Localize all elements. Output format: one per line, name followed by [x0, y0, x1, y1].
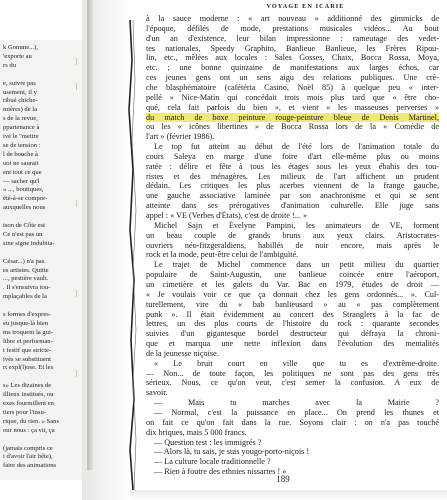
text-line: pellé » Nice-Matin qui concédait trois mois plus tard que « être cho- — [146, 92, 439, 102]
left-text-line: sine signe indubita- — [3, 239, 55, 247]
text-line: lin, etc., mêlées aux locales : Sales Gosses, Chaix, Bocca Rossa, Moya, — [146, 53, 439, 63]
text-line: ces jeunes gens ont un sens aigu des relations publiques. Une crè- — [146, 73, 439, 83]
left-text-line: mières) de la — [3, 106, 38, 114]
left-text-line: — sacher qu'l — [3, 177, 40, 185]
left-text-line: été-à-se compor- — [3, 195, 48, 203]
text-line: — Non... de toute façon, les politiques ne sont pas des gens très — [146, 368, 439, 378]
text-line: — Mais tu marches avec la Mairie ? — [154, 398, 439, 408]
text-line: — Alors là, tu sais, je suis yougo-porto-niçois ! — [154, 447, 310, 457]
main-page — [138, 0, 447, 500]
text-line: de la jeunesse niçoise. — [146, 348, 219, 358]
left-text-line: tiers pour l'insu- — [3, 408, 46, 416]
text-line — [146, 113, 439, 123]
left-text-line: Ce n'est pas un — [3, 230, 43, 238]
left-text-line — [3, 373, 79, 381]
left-text-line: ison de Côte est — [3, 222, 45, 229]
text-line: tes nationales, Speedy Graphito, Banlieue Banlieue, les Frères Ripou- — [146, 43, 439, 53]
margin-mark — [76, 200, 77, 207]
left-text-line: s» Les dizaines de — [3, 382, 52, 390]
left-text-line — [3, 436, 79, 444]
text-line: à la sauce moderne : « art nouveau » additionné des gimmicks de — [146, 14, 439, 23]
text-line: un beau couple de grands bruns aux yeux clairs. Aristocrates- — [146, 230, 439, 240]
text-line: on fait ce qu'on fait dans la rue. Soyons clair : on n'a pas touché — [146, 417, 439, 427]
text-line: dix briques, mais 5 000 francs. — [146, 427, 247, 437]
text-line: « Je voulais voir ce que ça donnait chez les gens ordonnés... ». Cul- — [146, 289, 439, 299]
left-text-line: ivé le "mettre — [3, 133, 39, 140]
left-text-line: illieux institués, ou — [3, 391, 54, 399]
left-text-line: exes fourmillent en — [3, 400, 54, 407]
left-text-line: uoi ne saurait — [3, 159, 39, 167]
text-line: d'un an d'existence, leur bilan impressionne : rameutage des vedet- — [146, 33, 439, 43]
text-line: l'époque, défilés de mode, prestations musicales vidéos... Au bout — [146, 23, 439, 33]
left-text-line: . Il s'ensuivra tou- — [3, 284, 51, 292]
text-line: punk ». Il était évidemment au concert des Stranglers à la fac de — [146, 309, 439, 319]
margin-mark — [76, 290, 77, 297]
text-line: appel : « VE (Verbes d'États), c'est de droite !... » — [146, 211, 308, 220]
left-text-line — [3, 249, 79, 257]
text-line: turellement, vire du « bab banlieusard » au « pas complètement — [146, 299, 439, 309]
left-text-line: l de bouche à — [3, 150, 38, 158]
text-line: Michel Sajn et Évelyne Pampini, les animateurs de VE, forment — [154, 220, 439, 230]
margin-mark — [76, 83, 77, 90]
text-line: l'art » (février 1986). — [146, 132, 215, 142]
text-line: suivies d'un gigantesque bordel destructeur qui défraya la chroni- — [146, 329, 439, 339]
text-line: rock et la mode, peut-être celui de l'ambiguïté. — [146, 250, 299, 260]
left-text-line: es artistes. Quitte — [3, 266, 49, 274]
left-text-line: k Gomme...), — [3, 44, 38, 51]
text-line: Le top fut atteint au début de l'été lors de l'animation totale du — [154, 142, 439, 152]
text-line: atteinte dans ses prérogatives d'animation culturelle. Elle juge sans — [146, 201, 439, 211]
binding-gutter — [87, 0, 93, 470]
left-text-line: s de la revue, — [3, 115, 38, 123]
text-line: — Rien à foutre des ethnies nissartes ! » — [154, 467, 287, 477]
left-text-line: rs du — [3, 61, 17, 69]
highlighted-text: du match de boxe peinture rouge-peinture bleue de Denis Martinel, — [146, 112, 439, 122]
torn-page-edge — [128, 20, 138, 490]
left-text-line: usement, il y — [3, 88, 37, 96]
left-text-line: our nous : ça vit, ça — [3, 426, 55, 434]
text-line: dédain. Les critiques les plus acerbes viennent de la frange gauche, — [146, 181, 439, 191]
left-text-line: ivès se substituent — [3, 355, 51, 363]
text-line: qué, cela fait parfois du bien », et vient « les masseuses perverses » — [146, 102, 439, 112]
left-text-line: mplaçables de la — [3, 293, 47, 301]
left-text-line: eu jusque-là bien — [3, 319, 49, 327]
margin-mark — [76, 58, 77, 65]
text-line: que et marqua une nette inflexion dans l'évolution des mentalités — [146, 339, 439, 349]
text-line: ratée : délire et fête à tous les étages sous les yeux ébahis des tou- — [146, 161, 439, 171]
left-text-line: i d'avoir l'air bête), — [3, 453, 53, 461]
text-line: populaire de Saint-Augustin, une banlieue coincée entre l'aéroport, — [146, 270, 439, 280]
left-text-line: ms troquent la gui- — [3, 328, 53, 336]
left-text-line: e, suivre pas — [3, 79, 36, 87]
text-line: ou les « icônes libertines » de Bocca Rossa lors de la « Comédie de — [146, 122, 439, 132]
left-text-line: t festif que stricte- — [3, 346, 52, 354]
text-line: — Normal, c'est la puissance en place... On prend les thunes et — [154, 408, 439, 417]
margin-mark — [76, 370, 77, 377]
text-line: savoir. — [146, 388, 168, 398]
left-text-line: libre et performan- — [3, 337, 53, 345]
text-line: che blasphématoire (cafétéria Casino, Noël 85) à quelque peu « inter- — [146, 82, 439, 92]
left-text-line: ent tout ce que — [3, 168, 42, 176]
left-text-line: 'exporte au — [3, 52, 32, 60]
left-text-line — [3, 71, 79, 79]
text-line: Le trajet de Michel commence dans un petit milieu du quartier — [154, 260, 439, 270]
left-text-line — [3, 213, 79, 221]
text-line: cours Saleya en marge d'une foire d'art elle-même plus ou moins — [146, 151, 439, 161]
left-text-line: rique, du rien. » Sans — [3, 417, 60, 425]
left-text-line: ppartenance à — [3, 124, 40, 132]
text-line: — La culture locale traditionnelle ? — [154, 457, 271, 467]
left-text-line: rt expl(l)ose. Et les — [3, 364, 54, 372]
left-text-line: ..., pestière vault. — [3, 275, 49, 283]
text-line: un cimetière et les galets du Var. Bac en 1979, études de droit — — [146, 279, 439, 289]
text-line: sérieux. Nous, ce qu'on veut, c'est semer la confusion. A eux de — [146, 378, 439, 388]
left-text-line: César...) n'a pas — [3, 257, 45, 265]
left-page-fragment — [0, 40, 83, 480]
text-line: lettres, un des plus courts de l'histoire du rock : quarante secondes — [146, 319, 439, 329]
left-text-line: s formes d'expres- — [3, 311, 52, 318]
text-line: une gauche associative laminée par son anachronisme et qui se sent — [146, 191, 439, 201]
page-number: 189 — [276, 474, 290, 484]
left-text-line: « ..., boutiques, — [3, 186, 44, 194]
left-text-line: (jamais compris ce — [3, 444, 53, 452]
left-text-line: faire des animations — [3, 462, 57, 470]
text-line: etc. ; une bonne quinzaine de manifestations aux larges échos, car — [146, 63, 439, 73]
text-line: « Le bruit court en ville que tu es d'extrême-droite. — [154, 358, 439, 368]
text-line: ouvriers néo-fitzgeraldiens, habillés de noir encore, mais après le — [146, 240, 439, 250]
left-text-line: auxquelles nous — [3, 204, 46, 212]
running-head: VOYAGE EN ICARIE — [266, 3, 345, 10]
left-text-line: ribué chiche- — [3, 97, 38, 105]
left-text-line — [3, 302, 79, 310]
left-text-line: se de tension : — [3, 141, 41, 149]
text-line: — Question test : les immigrés ? — [154, 437, 262, 447]
text-line: ristes et des ménagères. Les milieux de l'art affichent un prudent — [146, 171, 439, 181]
